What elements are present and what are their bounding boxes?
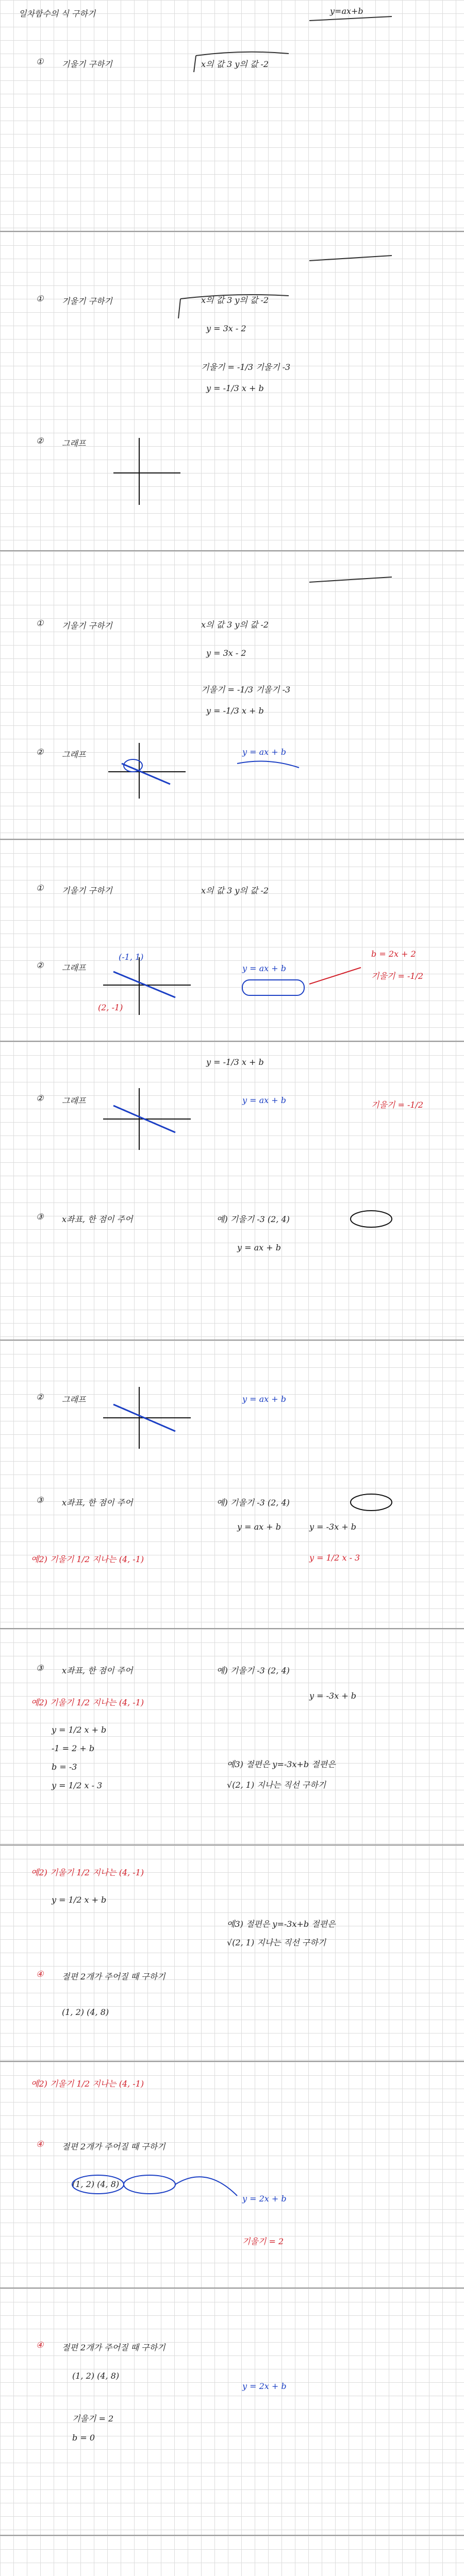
s7-eq-more: y = 1/2 x + b — [52, 1725, 107, 1735]
s2-step2-label: 그래프 — [62, 438, 86, 448]
s3-step2-label: 그래프 — [62, 750, 86, 759]
slide-4 — [0, 839, 464, 1042]
s9-step4-label: 절편 2개가 주어질 때 구하기 — [62, 2142, 165, 2151]
s7-step3-number: ③ — [36, 1663, 44, 1673]
s5-step2-number: ② — [36, 1093, 44, 1103]
s10-step4-points: (1, 2) (4, 8) — [72, 2371, 120, 2381]
s7-result: b = -3 — [52, 1762, 77, 1772]
s6-step2-number: ② — [36, 1392, 44, 1402]
slide-11 — [0, 2535, 464, 2576]
s9-step4-number: ④ — [36, 2139, 44, 2149]
s6-solve1: y = -3x + b — [309, 1522, 357, 1532]
s4-step1-label: 기울기 구하기 — [62, 886, 112, 895]
s3-line1: x의 값 3 y의 값 -2 — [201, 620, 269, 630]
s2-line2: 기울기 = -1/3 기울기 -3 — [201, 362, 291, 372]
s7-ex-more: 예2) 기울기 1/2 지나는 (4, -1) — [31, 1698, 144, 1707]
s7-check: 예3) 절편은 y=-3x+b 절편은 — [227, 1759, 336, 1769]
s5-step3-example: 예) 기울기 -3 (2, 4) — [217, 1214, 290, 1224]
s5-eq2: y = -1/3 x + b — [206, 1057, 264, 1067]
slide-7 — [0, 1628, 464, 1845]
s4-step2-eq: y = ax + b — [242, 963, 286, 973]
s6-step3-label: x좌표, 한 점이 주어 — [62, 1498, 133, 1507]
s9-step4-slope: 기울기 = 2 — [242, 2236, 284, 2246]
slide-9 — [0, 2061, 464, 2289]
formula-header: y=ax+b — [330, 6, 363, 16]
s8-check2: √(2, 1) 지나는 직선 구하기 — [227, 1938, 326, 1947]
s5-slope: 기울기 = -1/2 — [371, 1100, 424, 1110]
slide-8 — [0, 1844, 464, 2062]
s4-point-a: (-1, 1) — [119, 952, 144, 962]
s2-step1-number: ① — [36, 294, 44, 303]
step1-line1: x의 값 3 y의 값 -2 — [201, 59, 269, 69]
s2-eq2: y = -1/3 x + b — [206, 383, 264, 393]
s4-step2-number: ② — [36, 960, 44, 970]
s7-step3-label: x좌표, 한 점이 주어 — [62, 1666, 133, 1675]
slide-3 — [0, 550, 464, 840]
s2-step1-label: 기울기 구하기 — [62, 296, 112, 306]
s9-ex-more: 예2) 기울기 1/2 지나는 (4, -1) — [31, 2079, 144, 2089]
s7-step3-example: 예) 기울기 -3 (2, 4) — [217, 1666, 290, 1675]
slide-9-ink — [0, 2062, 464, 2289]
s8-eq-more: y = 1/2 x + b — [52, 1895, 107, 1905]
slide-3-ink — [0, 551, 464, 840]
s6-step3-example: 예) 기울기 -3 (2, 4) — [217, 1498, 290, 1507]
slide-5 — [0, 1041, 464, 1341]
s5-step2-label: 그래프 — [62, 1096, 86, 1106]
title: 일차함수의 식 구하기 — [19, 9, 96, 19]
s10-step4-b: b = 0 — [72, 2433, 95, 2443]
slide-6-ink — [0, 1341, 464, 1629]
s6-final: y = 1/2 x - 3 — [309, 1553, 360, 1563]
s3-eq1: y = 3x - 2 — [206, 648, 246, 658]
slide-4-ink — [0, 840, 464, 1042]
s4-slope: 기울기 = -1/2 — [371, 971, 424, 981]
slide-1-ink — [0, 0, 464, 231]
s6-step3-number: ③ — [36, 1495, 44, 1505]
s10-step4-label: 절편 2개가 주어질 때 구하기 — [62, 2343, 165, 2352]
s4-point-b: (2, -1) — [98, 1003, 123, 1012]
s7-final: y = 1/2 x - 3 — [52, 1781, 103, 1790]
s5-step2-eq: y = ax + b — [242, 1095, 286, 1105]
s2-eq1: y = 3x - 2 — [206, 324, 246, 333]
s7-check2: √(2, 1) 지나는 직선 구하기 — [227, 1780, 326, 1790]
slide-2-ink — [0, 232, 464, 551]
s6-step2-eq: y = ax + b — [242, 1394, 286, 1404]
s3-step2-number: ② — [36, 747, 44, 757]
s7-solve1: y = -3x + b — [309, 1691, 357, 1701]
s8-step4-points: (1, 2) (4, 8) — [62, 2007, 109, 2017]
s3-eq2: y = -1/3 x + b — [206, 706, 264, 716]
slide-10 — [0, 2287, 464, 2536]
s6-step3-example2: y = ax + b — [237, 1522, 281, 1532]
s6-ex-more: 예2) 기울기 1/2 지나는 (4, -1) — [31, 1554, 144, 1564]
s8-step4-label: 절편 2개가 주어질 때 구하기 — [62, 1972, 165, 1981]
slide-2 — [0, 231, 464, 551]
s10-step4-eq: y = 2x + b — [242, 2381, 287, 2391]
s10-step4-slope: 기울기 = 2 — [72, 2414, 114, 2424]
s8-step4-number: ④ — [36, 1969, 44, 1979]
s10-step4-number: ④ — [36, 2340, 44, 2350]
s9-step4-points: (1, 2) (4, 8) — [72, 2179, 120, 2189]
step1-number: ① — [36, 57, 44, 66]
s3-step1-label: 기울기 구하기 — [62, 621, 112, 631]
s8-ex-more: 예2) 기울기 1/2 지나는 (4, -1) — [31, 1868, 144, 1877]
s4-b-eq: b = 2x + 2 — [371, 949, 416, 959]
s2-line1: x의 값 3 y의 값 -2 — [201, 295, 269, 305]
s5-step3-example2: y = ax + b — [237, 1243, 281, 1252]
slide-6 — [0, 1340, 464, 1629]
s5-step3-label: x좌표, 한 점이 주어 — [62, 1214, 133, 1224]
s8-check: 예3) 절편은 y=-3x+b 절편은 — [227, 1919, 336, 1929]
s3-line2: 기울기 = -1/3 기울기 -3 — [201, 685, 291, 694]
s9-step4-eq: y = 2x + b — [242, 2194, 287, 2204]
slide-1 — [0, 0, 464, 231]
s2-step2-number: ② — [36, 436, 44, 446]
s3-step1-number: ① — [36, 618, 44, 628]
s4-step1-number: ① — [36, 883, 44, 893]
s4-step2-label: 그래프 — [62, 963, 86, 973]
slide-5-ink — [0, 1042, 464, 1341]
s3-step2-eq: y = ax + b — [242, 747, 286, 757]
step1-label: 기울기 구하기 — [62, 59, 112, 69]
s4-line1: x의 값 3 y의 값 -2 — [201, 886, 269, 895]
s5-step3-number: ③ — [36, 1212, 44, 1222]
s6-step2-label: 그래프 — [62, 1395, 86, 1404]
s7-eq-more2: -1 = 2 + b — [52, 1743, 95, 1753]
